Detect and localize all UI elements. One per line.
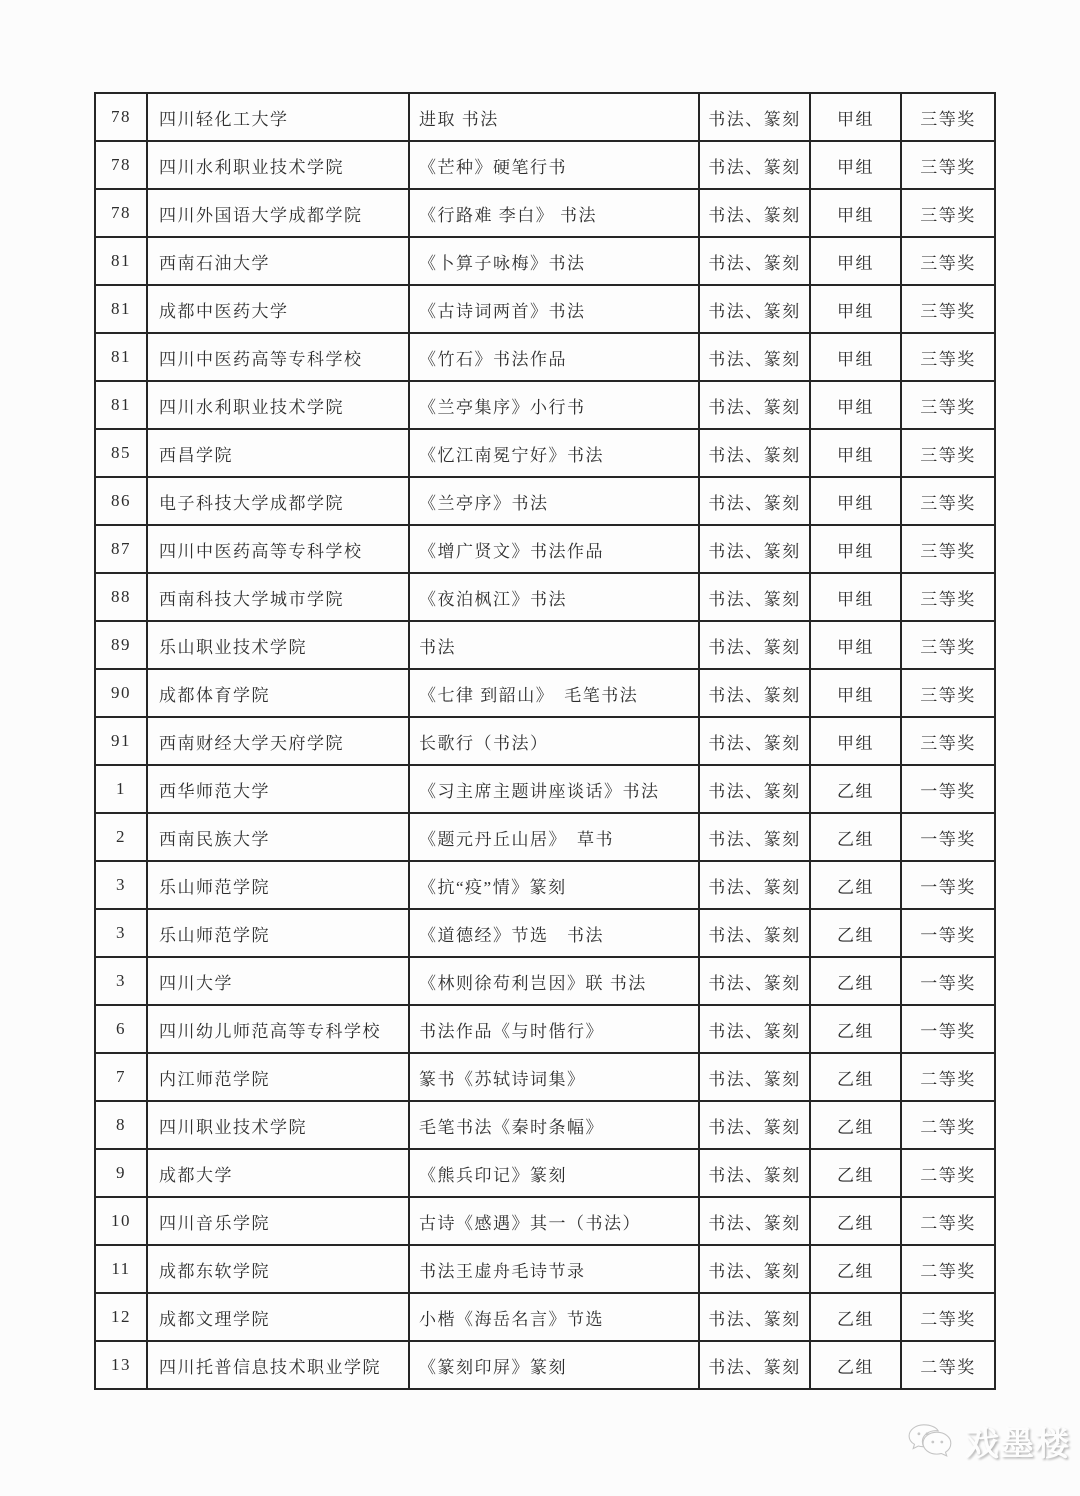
cell-category: 书法、篆刻 [699,957,810,1005]
cell-category: 书法、篆刻 [699,573,810,621]
table-row [95,285,995,333]
cell-group: 乙组 [810,1341,901,1389]
cell-school: 西昌学院 [147,429,409,477]
cell-school: 乐山师范学院 [147,909,409,957]
cell-group: 甲组 [810,237,901,285]
cell-work: 书法王虚舟毛诗节录 [409,1245,699,1293]
cell-award: 一等奖 [901,765,995,813]
cell-work: 进取 书法 [409,93,699,141]
cell-number: 81 [95,333,147,381]
cell-category: 书法、篆刻 [699,813,810,861]
cell-group: 乙组 [810,813,901,861]
cell-school: 四川幼儿师范高等专科学校 [147,1005,409,1053]
cell-category: 书法、篆刻 [699,525,810,573]
table-row [95,1293,995,1341]
cell-work: 《林则徐苟利岂因》联 书法 [409,957,699,1005]
cell-number: 10 [95,1197,147,1245]
table-row [95,381,995,429]
cell-school: 电子科技大学成都学院 [147,477,409,525]
watermark [905,1418,1071,1465]
cell-school: 四川托普信息技术职业学院 [147,1341,409,1389]
cell-work: 《竹石》书法作品 [409,333,699,381]
cell-number: 78 [95,189,147,237]
cell-work: 《芒种》硬笔行书 [409,141,699,189]
table-row [95,1101,995,1149]
table-row [95,957,995,1005]
cell-category: 书法、篆刻 [699,765,810,813]
cell-group: 甲组 [810,189,901,237]
cell-school: 四川音乐学院 [147,1197,409,1245]
table-row [95,477,995,525]
cell-number: 1 [95,765,147,813]
cell-group: 乙组 [810,1101,901,1149]
table-row [95,717,995,765]
cell-work: 《抗“疫”情》篆刻 [409,861,699,909]
cell-number: 6 [95,1005,147,1053]
cell-number: 87 [95,525,147,573]
cell-award: 三等奖 [901,477,995,525]
cell-award: 三等奖 [901,717,995,765]
cell-number: 3 [95,909,147,957]
cell-group: 乙组 [810,765,901,813]
cell-category: 书法、篆刻 [699,669,810,717]
cell-work: 长歌行（书法） [409,717,699,765]
table-row [95,1149,995,1197]
cell-award: 二等奖 [901,1341,995,1389]
cell-number: 89 [95,621,147,669]
cell-number: 85 [95,429,147,477]
cell-school: 四川大学 [147,957,409,1005]
cell-number: 8 [95,1101,147,1149]
cell-number: 3 [95,957,147,1005]
cell-group: 甲组 [810,621,901,669]
cell-group: 乙组 [810,1245,901,1293]
cell-work: 《卜算子咏梅》书法 [409,237,699,285]
cell-number: 81 [95,381,147,429]
cell-category: 书法、篆刻 [699,621,810,669]
cell-school: 内江师范学院 [147,1053,409,1101]
cell-category: 书法、篆刻 [699,1149,810,1197]
cell-school: 成都中医药大学 [147,285,409,333]
cell-award: 三等奖 [901,429,995,477]
cell-school: 四川中医药高等专科学校 [147,525,409,573]
cell-category: 书法、篆刻 [699,861,810,909]
cell-school: 四川水利职业技术学院 [147,141,409,189]
cell-number: 11 [95,1245,147,1293]
table-row [95,621,995,669]
cell-work: 书法作品《与时偕行》 [409,1005,699,1053]
cell-number: 3 [95,861,147,909]
cell-group: 甲组 [810,285,901,333]
cell-category: 书法、篆刻 [699,333,810,381]
cell-category: 书法、篆刻 [699,477,810,525]
cell-school: 四川轻化工大学 [147,93,409,141]
table-row [95,1053,995,1101]
table-row [95,909,995,957]
cell-group: 乙组 [810,957,901,1005]
awards-table [94,92,996,1390]
cell-category: 书法、篆刻 [699,429,810,477]
cell-school: 西华师范大学 [147,765,409,813]
cell-award: 三等奖 [901,573,995,621]
cell-number: 86 [95,477,147,525]
cell-school: 成都体育学院 [147,669,409,717]
cell-work: 《夜泊枫江》书法 [409,573,699,621]
cell-work: 《古诗词两首》书法 [409,285,699,333]
cell-number: 9 [95,1149,147,1197]
cell-number: 2 [95,813,147,861]
cell-award: 三等奖 [901,93,995,141]
cell-category: 书法、篆刻 [699,141,810,189]
table-row [95,141,995,189]
table-row [95,1341,995,1389]
cell-work: 《忆江南冕宁好》书法 [409,429,699,477]
cell-school: 西南科技大学城市学院 [147,573,409,621]
cell-school: 西南民族大学 [147,813,409,861]
cell-award: 一等奖 [901,957,995,1005]
cell-award: 二等奖 [901,1197,995,1245]
cell-school: 成都东软学院 [147,1245,409,1293]
cell-category: 书法、篆刻 [699,1341,810,1389]
cell-school: 成都大学 [147,1149,409,1197]
cell-work: 《兰亭序》书法 [409,477,699,525]
cell-school: 乐山职业技术学院 [147,621,409,669]
cell-category: 书法、篆刻 [699,1197,810,1245]
cell-group: 甲组 [810,669,901,717]
cell-award: 三等奖 [901,285,995,333]
cell-number: 91 [95,717,147,765]
table-row [95,861,995,909]
cell-category: 书法、篆刻 [699,285,810,333]
watermark-label: 戏墨楼 [966,1427,1071,1463]
cell-work: 《熊兵印记》篆刻 [409,1149,699,1197]
cell-work: 篆书《苏轼诗词集》 [409,1053,699,1101]
cell-number: 78 [95,93,147,141]
cell-category: 书法、篆刻 [699,1293,810,1341]
cell-award: 一等奖 [901,909,995,957]
table-row [95,237,995,285]
cell-group: 甲组 [810,525,901,573]
cell-group: 乙组 [810,1293,901,1341]
cell-award: 二等奖 [901,1053,995,1101]
cell-school: 四川外国语大学成都学院 [147,189,409,237]
cell-work: 古诗《感遇》其一（书法） [409,1197,699,1245]
cell-group: 甲组 [810,381,901,429]
cell-category: 书法、篆刻 [699,93,810,141]
cell-category: 书法、篆刻 [699,717,810,765]
cell-number: 81 [95,237,147,285]
table-row [95,93,995,141]
table-row [95,1005,995,1053]
cell-award: 三等奖 [901,525,995,573]
cell-group: 甲组 [810,141,901,189]
cell-work: 书法 [409,621,699,669]
cell-group: 乙组 [810,1005,901,1053]
cell-work: 《题元丹丘山居》 草书 [409,813,699,861]
cell-award: 三等奖 [901,669,995,717]
table-row [95,429,995,477]
cell-number: 88 [95,573,147,621]
cell-award: 二等奖 [901,1101,995,1149]
cell-award: 一等奖 [901,813,995,861]
cell-school: 西南石油大学 [147,237,409,285]
cell-award: 二等奖 [901,1149,995,1197]
cell-school: 乐山师范学院 [147,861,409,909]
cell-work: 《行路难 李白》 书法 [409,189,699,237]
cell-school: 成都文理学院 [147,1293,409,1341]
table-row [95,1197,995,1245]
table-row [95,333,995,381]
cell-award: 三等奖 [901,333,995,381]
cell-category: 书法、篆刻 [699,189,810,237]
wechat-icon [905,1422,959,1462]
table-row [95,189,995,237]
table-row [95,525,995,573]
cell-award: 一等奖 [901,861,995,909]
cell-group: 甲组 [810,573,901,621]
cell-school: 四川中医药高等专科学校 [147,333,409,381]
table-row [95,813,995,861]
table-row [95,1245,995,1293]
cell-school: 西南财经大学天府学院 [147,717,409,765]
cell-group: 乙组 [810,1053,901,1101]
cell-group: 乙组 [810,909,901,957]
cell-award: 三等奖 [901,621,995,669]
cell-award: 三等奖 [901,237,995,285]
cell-group: 乙组 [810,1197,901,1245]
cell-work: 《习主席主题讲座谈话》书法 [409,765,699,813]
cell-number: 7 [95,1053,147,1101]
cell-group: 甲组 [810,429,901,477]
cell-group: 乙组 [810,1149,901,1197]
cell-number: 90 [95,669,147,717]
cell-category: 书法、篆刻 [699,237,810,285]
cell-school: 四川职业技术学院 [147,1101,409,1149]
cell-category: 书法、篆刻 [699,1005,810,1053]
cell-category: 书法、篆刻 [699,909,810,957]
cell-number: 78 [95,141,147,189]
cell-category: 书法、篆刻 [699,1101,810,1149]
cell-award: 二等奖 [901,1245,995,1293]
cell-school: 四川水利职业技术学院 [147,381,409,429]
cell-award: 三等奖 [901,189,995,237]
cell-work: 小楷《海岳名言》节选 [409,1293,699,1341]
cell-award: 一等奖 [901,1005,995,1053]
cell-category: 书法、篆刻 [699,381,810,429]
cell-award: 二等奖 [901,1293,995,1341]
cell-group: 甲组 [810,333,901,381]
cell-work: 《篆刻印屏》篆刻 [409,1341,699,1389]
cell-group: 甲组 [810,93,901,141]
cell-group: 乙组 [810,861,901,909]
cell-category: 书法、篆刻 [699,1245,810,1293]
cell-work: 《七律 到韶山》 毛笔书法 [409,669,699,717]
cell-work: 毛笔书法《秦时条幅》 [409,1101,699,1149]
cell-work: 《兰亭集序》小行书 [409,381,699,429]
table-row [95,669,995,717]
cell-group: 甲组 [810,477,901,525]
cell-work: 《增广贤文》书法作品 [409,525,699,573]
cell-number: 13 [95,1341,147,1389]
cell-award: 三等奖 [901,141,995,189]
table-row [95,765,995,813]
cell-group: 甲组 [810,717,901,765]
cell-work: 《道德经》节选 书法 [409,909,699,957]
cell-number: 12 [95,1293,147,1341]
awards-table-body [95,93,995,1389]
cell-award: 三等奖 [901,381,995,429]
cell-category: 书法、篆刻 [699,1053,810,1101]
cell-number: 81 [95,285,147,333]
table-row [95,573,995,621]
